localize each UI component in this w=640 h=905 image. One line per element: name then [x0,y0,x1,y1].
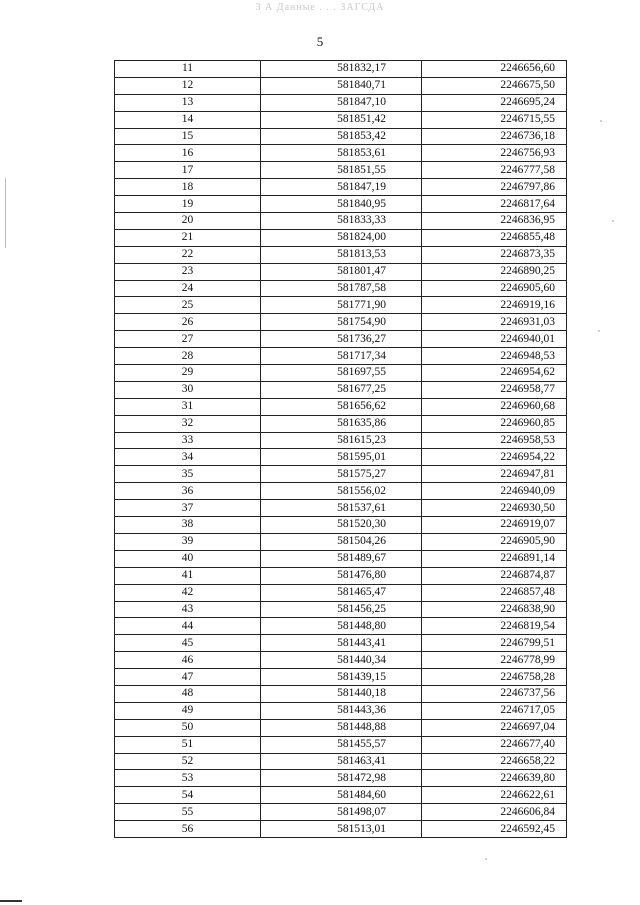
point-number-cell: 50 [115,719,261,736]
point-number-cell: 35 [115,466,261,483]
x-coordinate-cell: 581813,53 [261,246,422,263]
point-number-cell: 39 [115,533,261,550]
coordinates-table [114,60,567,838]
table-row [115,297,567,314]
y-coordinate-cell: 2246948,53 [422,348,567,365]
x-coordinate-cell: 581833,33 [261,213,422,230]
x-coordinate-cell: 581463,41 [261,753,422,770]
table-row [115,246,567,263]
point-number-cell: 56 [115,821,261,838]
table-row [115,669,567,686]
table-row [115,162,567,179]
y-coordinate-cell: 2246656,60 [422,61,567,78]
table-row [115,314,567,331]
y-coordinate-cell: 2246592,45 [422,821,567,838]
y-coordinate-cell: 2246736,18 [422,128,567,145]
table-row [115,567,567,584]
point-number-cell: 51 [115,736,261,753]
x-coordinate-cell: 581851,55 [261,162,422,179]
y-coordinate-cell: 2246677,40 [422,736,567,753]
point-number-cell: 19 [115,196,261,213]
point-number-cell: 32 [115,415,261,432]
table-row [115,517,567,534]
point-number-cell: 41 [115,567,261,584]
point-number-cell: 28 [115,348,261,365]
x-coordinate-cell: 581498,07 [261,804,422,821]
x-coordinate-cell: 581456,25 [261,601,422,618]
y-coordinate-cell: 2246954,62 [422,365,567,382]
x-coordinate-cell: 581440,18 [261,685,422,702]
point-number-cell: 22 [115,246,261,263]
point-number-cell: 43 [115,601,261,618]
table-row [115,618,567,635]
y-coordinate-cell: 2246836,95 [422,213,567,230]
x-coordinate-cell: 581443,41 [261,635,422,652]
x-coordinate-cell: 581824,00 [261,229,422,246]
y-coordinate-cell: 2246675,50 [422,77,567,94]
point-number-cell: 27 [115,331,261,348]
y-coordinate-cell: 2246931,03 [422,314,567,331]
point-number-cell: 31 [115,398,261,415]
x-coordinate-cell: 581847,19 [261,179,422,196]
y-coordinate-cell: 2246954,22 [422,449,567,466]
y-coordinate-cell: 2246874,87 [422,567,567,584]
point-number-cell: 17 [115,162,261,179]
x-coordinate-cell: 581656,62 [261,398,422,415]
y-coordinate-cell: 2246639,80 [422,770,567,787]
x-coordinate-cell: 581448,80 [261,618,422,635]
y-coordinate-cell: 2246873,35 [422,246,567,263]
x-coordinate-cell: 581455,57 [261,736,422,753]
y-coordinate-cell: 2246737,56 [422,685,567,702]
y-coordinate-cell: 2246958,77 [422,381,567,398]
table-row [115,804,567,821]
table-row [115,685,567,702]
table-row [115,635,567,652]
table-row [115,348,567,365]
y-coordinate-cell: 2246717,05 [422,702,567,719]
x-coordinate-cell: 581754,90 [261,314,422,331]
point-number-cell: 11 [115,61,261,78]
scan-speck [600,120,602,122]
y-coordinate-cell: 2246960,68 [422,398,567,415]
table-row [115,449,567,466]
y-coordinate-cell: 2246756,93 [422,145,567,162]
point-number-cell: 37 [115,500,261,517]
scan-speck [485,858,487,860]
point-number-cell: 25 [115,297,261,314]
x-coordinate-cell: 581801,47 [261,263,422,280]
x-coordinate-cell: 581520,30 [261,517,422,534]
table-row [115,550,567,567]
table-row [115,280,567,297]
point-number-cell: 49 [115,702,261,719]
point-number-cell: 26 [115,314,261,331]
x-coordinate-cell: 581847,10 [261,94,422,111]
table-row [115,61,567,78]
table-row [115,601,567,618]
table-row [115,500,567,517]
point-number-cell: 48 [115,685,261,702]
point-number-cell: 33 [115,432,261,449]
x-coordinate-cell: 581853,42 [261,128,422,145]
left-margin-line [5,178,6,248]
point-number-cell: 53 [115,770,261,787]
table-row [115,179,567,196]
table-row [115,128,567,145]
x-coordinate-cell: 581448,88 [261,719,422,736]
x-coordinate-cell: 581465,47 [261,584,422,601]
scan-speck [598,330,600,332]
x-coordinate-cell: 581840,71 [261,77,422,94]
y-coordinate-cell: 2246857,48 [422,584,567,601]
point-number-cell: 16 [115,145,261,162]
y-coordinate-cell: 2246905,60 [422,280,567,297]
point-number-cell: 44 [115,618,261,635]
table-row [115,584,567,601]
y-coordinate-cell: 2246958,53 [422,432,567,449]
y-coordinate-cell: 2246819,54 [422,618,567,635]
table-row [115,787,567,804]
y-coordinate-cell: 2246797,86 [422,179,567,196]
table-row [115,652,567,669]
point-number-cell: 14 [115,111,261,128]
point-number-cell: 40 [115,550,261,567]
y-coordinate-cell: 2246777,58 [422,162,567,179]
point-number-cell: 21 [115,229,261,246]
table-row [115,719,567,736]
point-number-cell: 47 [115,669,261,686]
y-coordinate-cell: 2246778,99 [422,652,567,669]
x-coordinate-cell: 581851,42 [261,111,422,128]
x-coordinate-cell: 581513,01 [261,821,422,838]
x-coordinate-cell: 581697,55 [261,365,422,382]
x-coordinate-cell: 581677,25 [261,381,422,398]
y-coordinate-cell: 2246940,09 [422,483,567,500]
table-row [115,753,567,770]
table-row [115,263,567,280]
point-number-cell: 29 [115,365,261,382]
x-coordinate-cell: 581476,80 [261,567,422,584]
coordinates-table-body [115,61,567,838]
x-coordinate-cell: 581556,02 [261,483,422,500]
y-coordinate-cell: 2246905,90 [422,533,567,550]
point-number-cell: 12 [115,77,261,94]
point-number-cell: 52 [115,753,261,770]
point-number-cell: 30 [115,381,261,398]
x-coordinate-cell: 581787,58 [261,280,422,297]
x-coordinate-cell: 581615,23 [261,432,422,449]
y-coordinate-cell: 2246715,55 [422,111,567,128]
x-coordinate-cell: 581595,01 [261,449,422,466]
table-row [115,432,567,449]
y-coordinate-cell: 2246891,14 [422,550,567,567]
y-coordinate-cell: 2246799,51 [422,635,567,652]
y-coordinate-cell: 2246919,07 [422,517,567,534]
point-number-cell: 23 [115,263,261,280]
table-row [115,111,567,128]
y-coordinate-cell: 2246919,16 [422,297,567,314]
x-coordinate-cell: 581440,34 [261,652,422,669]
header-stamp: З А Данные . . . ЗАГСДА [255,2,385,13]
x-coordinate-cell: 581771,90 [261,297,422,314]
y-coordinate-cell: 2246695,24 [422,94,567,111]
table-row [115,196,567,213]
table-row [115,821,567,838]
point-number-cell: 45 [115,635,261,652]
point-number-cell: 20 [115,213,261,230]
x-coordinate-cell: 581537,61 [261,500,422,517]
x-coordinate-cell: 581504,26 [261,533,422,550]
point-number-cell: 34 [115,449,261,466]
table-row [115,94,567,111]
x-coordinate-cell: 581717,34 [261,348,422,365]
x-coordinate-cell: 581484,60 [261,787,422,804]
table-row [115,229,567,246]
table-row [115,483,567,500]
point-number-cell: 46 [115,652,261,669]
x-coordinate-cell: 581439,15 [261,669,422,686]
table-row [115,77,567,94]
x-coordinate-cell: 581443,36 [261,702,422,719]
point-number-cell: 54 [115,787,261,804]
y-coordinate-cell: 2246960,85 [422,415,567,432]
y-coordinate-cell: 2246758,28 [422,669,567,686]
table-row [115,466,567,483]
x-coordinate-cell: 581575,27 [261,466,422,483]
point-number-cell: 13 [115,94,261,111]
y-coordinate-cell: 2246930,50 [422,500,567,517]
x-coordinate-cell: 581736,27 [261,331,422,348]
y-coordinate-cell: 2246817,64 [422,196,567,213]
point-number-cell: 24 [115,280,261,297]
y-coordinate-cell: 2246890,25 [422,263,567,280]
table-row [115,145,567,162]
table-row [115,702,567,719]
table-row [115,213,567,230]
x-coordinate-cell: 581832,17 [261,61,422,78]
table-row [115,533,567,550]
point-number-cell: 36 [115,483,261,500]
y-coordinate-cell: 2246855,48 [422,229,567,246]
x-coordinate-cell: 581853,61 [261,145,422,162]
table-row [115,736,567,753]
table-row [115,770,567,787]
y-coordinate-cell: 2246697,04 [422,719,567,736]
x-coordinate-cell: 581840,95 [261,196,422,213]
table-row [115,331,567,348]
point-number-cell: 18 [115,179,261,196]
table-row [115,365,567,382]
bottom-left-edge-mark [0,900,22,902]
point-number-cell: 15 [115,128,261,145]
table-row [115,381,567,398]
point-number-cell: 42 [115,584,261,601]
x-coordinate-cell: 581489,67 [261,550,422,567]
table-row [115,415,567,432]
y-coordinate-cell: 2246940,01 [422,331,567,348]
x-coordinate-cell: 581472,98 [261,770,422,787]
y-coordinate-cell: 2246622,61 [422,787,567,804]
page-number: 5 [316,34,324,49]
y-coordinate-cell: 2246947,81 [422,466,567,483]
scan-speck [612,220,614,222]
y-coordinate-cell: 2246606,84 [422,804,567,821]
y-coordinate-cell: 2246658,22 [422,753,567,770]
x-coordinate-cell: 581635,86 [261,415,422,432]
point-number-cell: 38 [115,517,261,534]
point-number-cell: 55 [115,804,261,821]
table-row [115,398,567,415]
y-coordinate-cell: 2246838,90 [422,601,567,618]
